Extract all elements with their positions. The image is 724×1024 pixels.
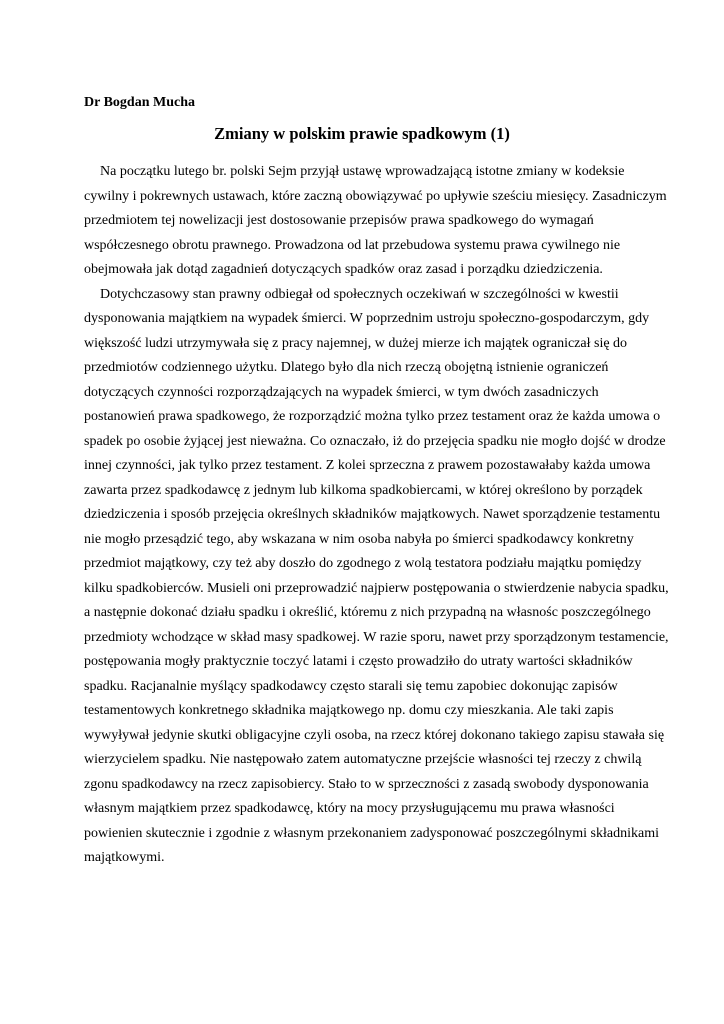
paragraph-1-line: cywilny i pokrewnych ustawach, które zaczną obowiązywać po upływie sześciu miesięcy. Zasadniczym [84,189,667,204]
paragraph-2-line: wywyływał jedynie skutki obligacyjne czyli osoba, na rzecz której dokonano takiego zapisu stawała się [84,728,665,743]
paragraph-2-line: wierzycielem spadku. Nie następowało zatem automatyczne przejście własności tej rzeczy z chwilą [84,752,642,767]
paragraph-2-line: majątkowymi. [84,850,165,865]
paragraph-2-line: przedmiotów codziennego użytku. Dlatego było dla nich rzeczą obojętną istnienie ograniczeń [84,360,609,375]
paragraph-2-line: Dotychczasowy stan prawny odbiegał od społecznych oczekiwań w szczególności w kwestii [100,287,619,302]
paragraph-1-line: przedmiotem tej nowelizacji jest dostosowanie przepisów prawa spadkowego do wymagań [84,213,594,228]
paragraph-2-line: dotyczących czynności rozporządzających na wypadek śmierci, w tym dwóch zasadniczych [84,385,599,400]
paragraph-1-line: Na początku lutego br. polski Sejm przyjął ustawę wprowadzającą istotne zmiany w kodeksie [100,164,625,179]
author-name: Dr Bogdan Mucha [84,95,195,110]
paragraph-2-line: większość ludzi utrzymywała się z pracy najemnej, w dużej mierze ich majątek ograniczał się do [84,336,628,351]
paragraph-2-line: przedmiot majątkowy, czy też aby doszło do zgodnego z wolą testatora podziału majątku pomiędzy [84,556,642,571]
paragraph-2-line: przedmioty wchodzące w skład masy spadkowej. W razie sporu, nawet przy sporządzonym testamencie, [84,630,669,645]
paragraph-2-line: innej czynności, jak tylko przez testament. Z kolei sprzeczna z prawem pozostawałaby każda umowa [84,458,651,473]
paragraph-2-line: testamentowych konkretnego składnika majątkowego np. domu czy mieszkania. Ale taki zapis [84,703,614,718]
paragraph-2-line: dysponowania majątkiem na wypadek śmierci. W poprzednim ustroju społeczno-gospodarczym, gdy [84,311,650,326]
paragraph-2-line: spadek po osobie żyjącej jest nieważna. Co oznaczało, iż do przejęcia spadku nie mogło dojść w drodze [84,434,666,449]
paragraph-2-line: spadku. Racjanalnie myślący spadkodawcy często starali się temu zapobiec dokonując zapisów [84,679,618,694]
paragraph-1-line: współczesnego obrotu prawnego. Prowadzona od lat przebudowa systemu prawa cywilnego nie [84,238,621,253]
paragraph-2-line: zawarta przez spadkodawcę z jednym lub kilkoma spadkobiercami, w której określono by porządek [84,483,643,498]
paragraph-2-line: postępowania mogły praktycznie toczyć latami i często prowadziło do utraty wartości składników [84,654,633,669]
paragraph-2-line: postanowień prawa spadkowego, że rozporządzić można tylko przez testament oraz że każda umowa o [84,409,661,424]
paragraph-2-line: dziedziczenia i sposób przejęcia określnych składników majątkowych. Nawet sporządzenie testamentu [84,507,661,522]
paragraph-2-line: a następnie dokonać działu spadku i określić, któremu z nich przypadną na własnośc poszczególnego [84,605,651,620]
paragraph-2-line: powienien skutecznie i zgodnie z własnym przekonaniem zadysponować poszczególnymi składnikami [84,826,659,841]
paragraph-2-line: nie mogło przesądzić tego, aby wskazana w nim osoba nabyła po śmierci spadkodawcy konkretny [84,532,634,547]
paragraph-2-line: zgonu spadkodawcy na rzecz zapisobiercy. Stało to w sprzeczności z zasadą swobody dysponowania [84,777,649,792]
paragraph-2-line: kilku spadkobierców. Musieli oni przeprowadzić najpierw postępowania o stwierdzenie nabycia spadku, [84,581,669,596]
document-title: Zmiany w polskim prawie spadkowym (1) [214,124,510,143]
paragraph-1-line: obejmowała jak dotąd zagadnień dotyczących spadków oraz zasad i porządku dziedziczenia. [84,262,603,277]
paragraph-2-line: własnym majątkiem przez spadkodawcę, który na mocy przysługującemu mu prawa własności [84,801,615,816]
